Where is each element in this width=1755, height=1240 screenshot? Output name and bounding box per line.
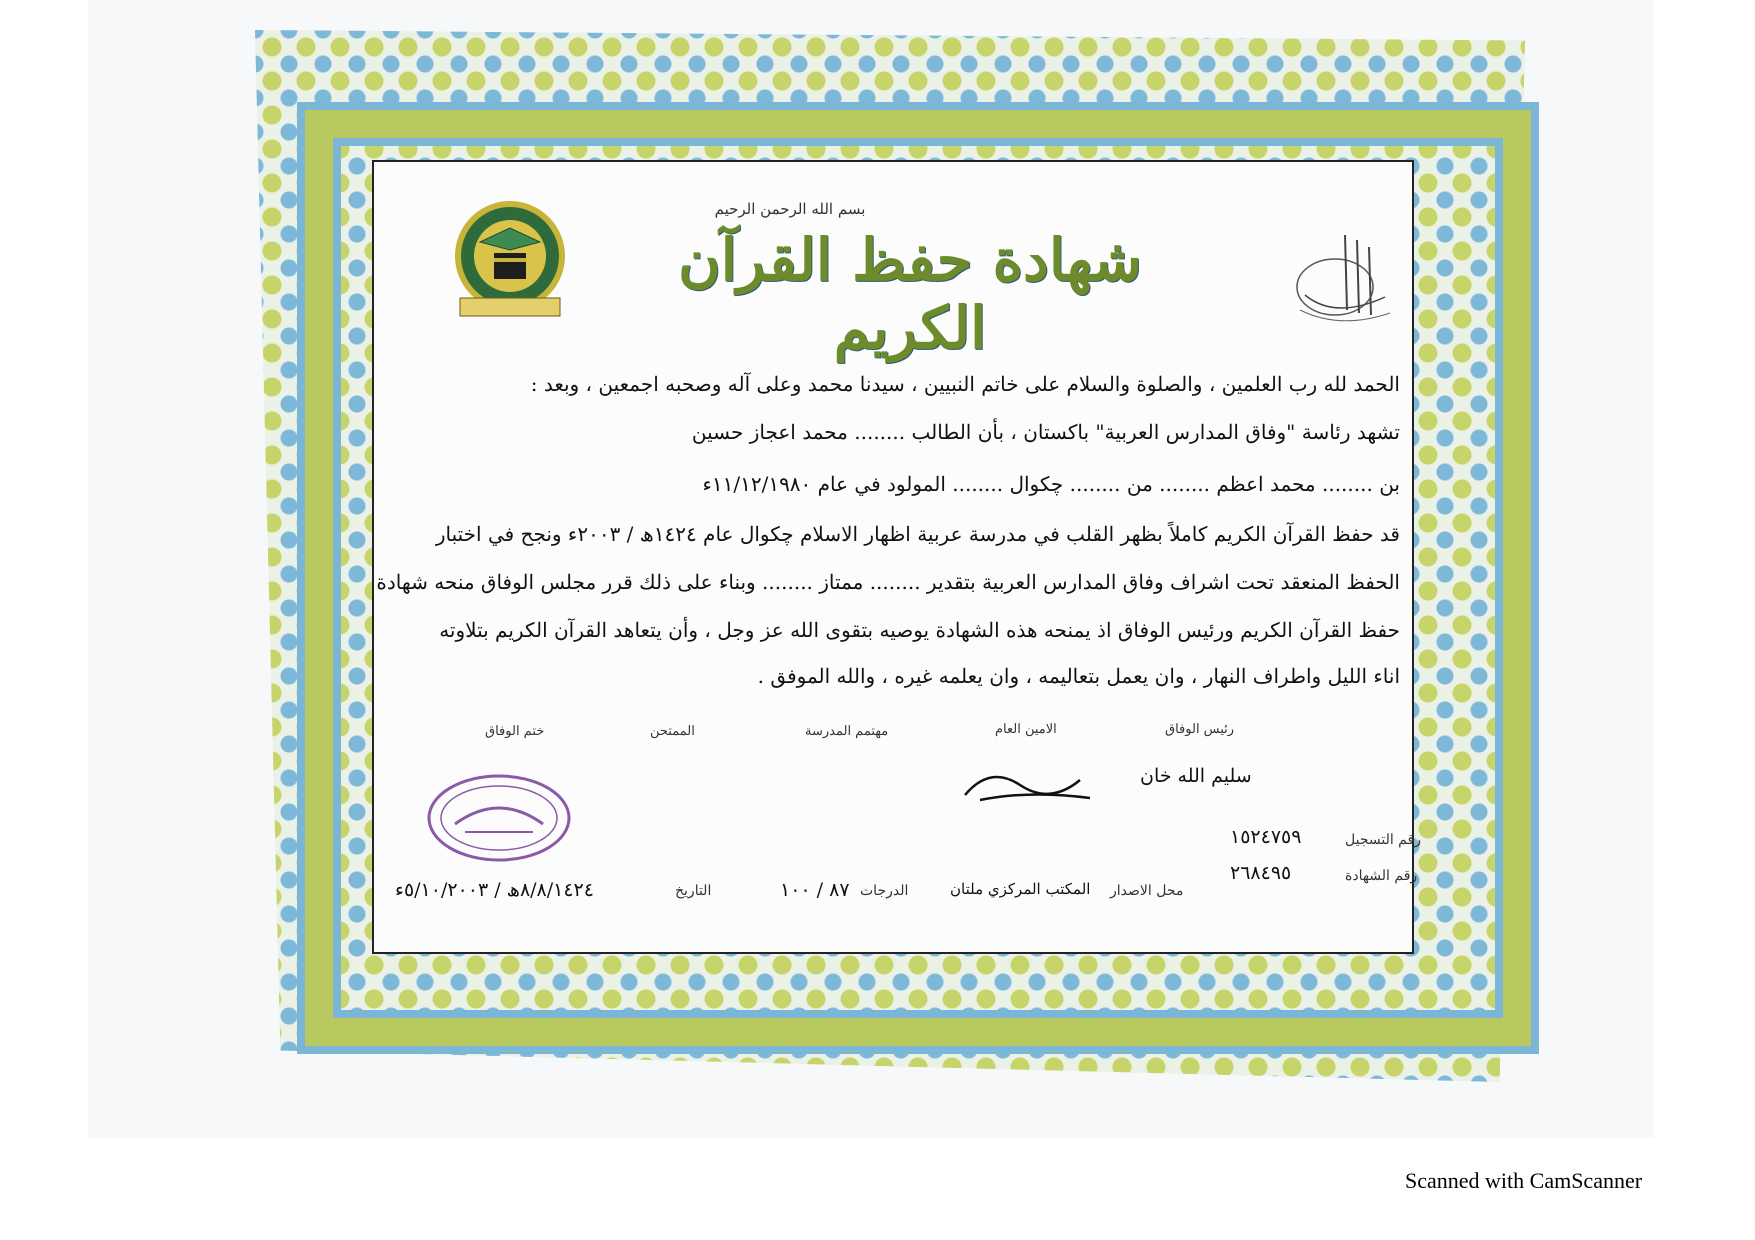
date-label: التاريخ bbox=[675, 883, 712, 899]
secretary-signature bbox=[960, 760, 1100, 810]
certificate-number: ٢٦٨٤٩٥ bbox=[1230, 862, 1292, 884]
body-line-5: الحفظ المنعقد تحت اشراف وفاق المدارس العربية بتقدير ........ ممتاز ........ وبناء على ذلك قرر مجلس الوفاق منحه شهادة bbox=[376, 570, 1400, 594]
issue-place-label: محل الاصدار bbox=[1110, 883, 1184, 899]
secretary-label: الامين العام bbox=[995, 722, 1057, 737]
issue-place: المكتب المركزي ملتان bbox=[950, 880, 1091, 898]
marks-value: ٨٧ / ١٠٠ bbox=[780, 879, 850, 901]
head-label: مهتمم المدرسة bbox=[805, 724, 889, 739]
certificate-title: شهادة حفظ القرآن الكريم bbox=[678, 226, 1142, 362]
institution-emblem bbox=[440, 198, 580, 328]
official-seal-stamp bbox=[425, 772, 573, 864]
body-line-6: حفظ القرآن الكريم ورئيس الوفاق اذ يمنحه هذه الشهادة يوصيه بتقوى الله عز وجل ، وأن يتعاهد القرآن الكريم بتلاوته bbox=[439, 618, 1400, 642]
president-label: رئيس الوفاق bbox=[1165, 722, 1235, 737]
body-line-4: قد حفظ القرآن الكريم كاملاً بظهر القلب في مدرسة عربية اظهار الاسلام چکوال عام ١٤٢٤ھ / ٢٠٠٣ء ونجح في اختبار bbox=[435, 522, 1400, 546]
body-line-3: بن ........ محمد اعظم ........ من ........ چکوال ........ المولود في عام ١١/١٢/١٩٨٠ء bbox=[702, 472, 1400, 496]
body-line-1: الحمد لله رب العلمين ، والصلوة والسلام على خاتم النبيين ، سيدنا محمد وعلى آله وصحبه اجمعين ، وبعد : bbox=[530, 372, 1400, 396]
basmala: بسم الله الرحمن الرحيم bbox=[714, 200, 866, 218]
registration-label: رقم التسجيل bbox=[1345, 832, 1421, 848]
issue-date: ٨/٨/١٤٢٤ھ / ٥/١٠/٢٠٠٣ء bbox=[395, 879, 594, 901]
body-line-2: تشهد رئاسة "وفاق المدارس العربية" باكستان ، بأن الطالب ........ محمد اعجاز حسين bbox=[691, 420, 1400, 444]
marks-label: الدرجات bbox=[860, 883, 909, 899]
seal-label: ختم الوفاق bbox=[485, 724, 545, 739]
president-signature: سليم الله خان bbox=[1140, 765, 1252, 787]
calligraphy-tughra bbox=[1285, 225, 1400, 335]
registration-number: ١٥٢٤٧٥٩ bbox=[1230, 826, 1302, 848]
body-line-7: اناء الليل واطراف النهار ، وان يعمل بتعاليمه ، وان يعلمه غيره ، والله الموفق . bbox=[757, 664, 1400, 688]
examiner-label: الممتحن bbox=[650, 724, 695, 739]
camscanner-watermark: Scanned with CamScanner bbox=[1405, 1168, 1643, 1193]
certificate-number-label: رقم الشهادة bbox=[1345, 868, 1418, 884]
